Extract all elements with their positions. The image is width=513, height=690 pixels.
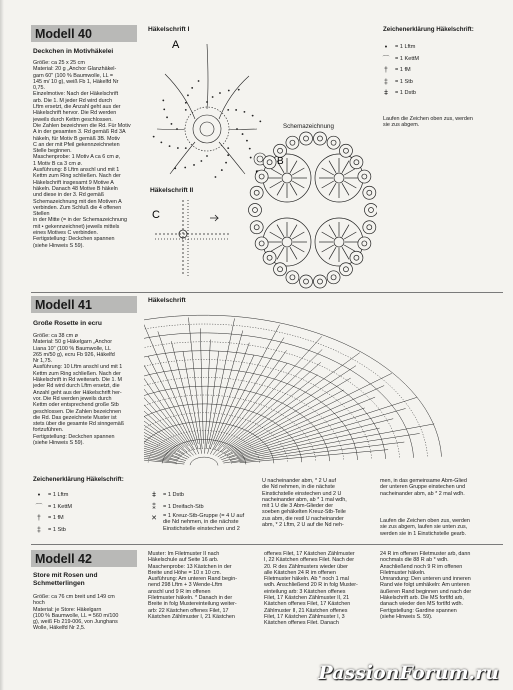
single-crochet-symbol-icon: † bbox=[384, 67, 388, 75]
chart-41-title: Häkelschrift bbox=[148, 297, 186, 304]
legend-41-item: = 1 Lftm bbox=[48, 492, 69, 499]
modell-42-title: Modell 42 bbox=[35, 551, 92, 566]
legend-41-item: = 1 Dreifach-Stb bbox=[163, 503, 204, 510]
chain-symbol-icon: • bbox=[384, 44, 388, 52]
chart-2-title: Häkelschrift II bbox=[150, 187, 194, 194]
modell-41-header bbox=[31, 296, 137, 313]
legend-41-col3: U nacheinander abm, * 2 U auf die Nd nehmen, in die nächste Einstichstelle einstechen und 2 U nacheinander abm, ab * 1 mal wdh, mit 1 U die 3 Abm-Glieder der soeben gehäkelten Kreuz-Stb-Teile zus abm, die restl U nacheinander abm, * 2 Lftm, 2 U auf die Nd neh- bbox=[262, 478, 347, 529]
divider bbox=[31, 544, 503, 545]
legend-40-item: = 1 Dstb bbox=[395, 90, 416, 97]
slip-stitch-symbol-icon: ⌒ bbox=[35, 503, 43, 511]
modell-42-header bbox=[31, 550, 137, 567]
triple-treble-symbol-icon: ⁑ bbox=[152, 503, 156, 511]
watermark: PassionForum.ru bbox=[318, 662, 499, 684]
legend-40 bbox=[380, 42, 419, 100]
legend-41-col1 bbox=[33, 490, 72, 536]
modell-40-title: Modell 40 bbox=[35, 26, 92, 41]
schema-title: Schemazeichnung bbox=[283, 123, 334, 130]
legend-40-item: = 1 Stb bbox=[395, 78, 413, 85]
legend-41-item: = 1 Stb bbox=[48, 526, 66, 533]
modell-41-subtitle: Große Rosette in ecru bbox=[33, 320, 102, 327]
schema-diagram bbox=[247, 130, 377, 295]
modell-42-subtitle: Store mit Rosen und Schmetterlingen bbox=[33, 572, 98, 587]
motif-b-label-2: B bbox=[277, 156, 284, 167]
slip-stitch-symbol-icon: ⌒ bbox=[382, 55, 390, 63]
treble-crochet-symbol-icon: ǂ bbox=[383, 90, 389, 98]
modell-42-pattern-col3: offenes Filet, 17 Kästchen Zählmuster I, 22 Kästchen offenes Filet. Nach der 20. R des Zählmusters wieder über alle Kästchen 24 R im offenen Filetmuster häkeln. Ab * noch 1 mal wdh. Anschließend 20 R in folg Muster- einteilung arb: 3 Kästchen offenes Filet, 17 Kästchen Zählmuster II, 21 Kästchen offenes Filet, 17 Kästchen Zählmuster II, 21 Kästchen offenes Filet, 17 Kästchen Zählmuster I, 3 Kästchen offenes Filet. Danach bbox=[264, 551, 358, 627]
legend-41-item: = 1 Dstb bbox=[163, 492, 184, 499]
legend-41-note: Laufen die Zeichen oben zus, werden sie zus abgem, laufen sie unten zus, werden sie in 1 Einstichstelle gearb. bbox=[380, 518, 470, 537]
double-crochet-symbol-icon: ‡ bbox=[384, 78, 388, 86]
double-crochet-symbol-icon: ‡ bbox=[37, 526, 41, 534]
modell-40-header bbox=[31, 25, 137, 42]
treble-crochet-symbol-icon: ǂ bbox=[151, 492, 157, 500]
modell-42-materials: Größe: ca 76 cm breit und 149 cm hoch Material: je Store: Häkelgarn (100 % Baumwolle, LL = 560 m/100 g), weiß Fb 219-006, von Junghans Wolle, Häkelfd Nr 2,5. bbox=[33, 594, 119, 632]
divider bbox=[31, 292, 503, 293]
modell-40-subtitle: Deckchen in Motivhäkelei bbox=[33, 48, 114, 55]
modell-42-pattern-col4: 24 R im offenen Filetmuster arb, dann nochmals die 88 R ab * wdh. Anschließend noch 9 R im offenen Filetmuster häkeln. Umrandung: Den unteren und inneren Rand wie folgt umhäkeln: Am unteren äußeren Rand beginnen und nach der Häkelschrift arb. Die MS fortlfd arb, danach wieder den MS fortlfd wdh. Fertigstellung: Gardine spannen (siehe Hinweis S. 59). bbox=[380, 551, 472, 620]
legend-41-item: = 1 KettM bbox=[48, 503, 73, 510]
modell-40-instructions: Größe: ca 25 x 25 cm Material: 20 g „Anchor Glanzhäkel- garn 60" (100 % Baumwolle, LL = 145 m/ 10 g), weiß Fb 1, Häkelfd Nr 0,75. Einzelmotive: Nach der Häkelschrift arb. Die 1. M jeder Rd wird durch Lftm ersetzt, die Anzahl geht aus der Häkelschrift hervor. Die Rd werden jeweils durch Kettm geschlossen. Die Zahlen bezeichnen die Rd. Für Motiv A in der gesamten 3. Rd gemäß Rd 3A häkeln, für Motiv B gemäß 3B. Motiv C an der mit Pfeil gekennzeichneten Stelle beginnen. Maschenprobe: 1 Motiv A ca 6 cm ø, 1 Motiv B ca 3 cm ø. Ausführung: 8 Lftm anschl und mit 1 Kettm zum Ring schließen. Nach der Häkelschrift insgesamt 9 Motive A häkeln. Danach 48 Motive B häkeln und diese in der 3. Rd gemäß Schemazeichnung mit den Motiven A verbinden. Zum Schluß die 4 offenen Stellen in der Mitte (= in der Schemazeichnung mit • gekennzeichnet) jeweils mittels eines Motives C verbinden. Fertigstellung: Deckchen spannen (siehe Hinweis S 59). bbox=[33, 60, 131, 249]
legend-40-item: = 1 KettM bbox=[395, 55, 420, 62]
modell-42-pattern-col2: Muster: Im Filetmuster II nach Häkelschule auf Seite 16 arb. Maschenprobe: 13 Kästchen in der Breite und Höhe = 10 x 10 cm. Ausführung: Am unteren Rand begin- nend 298 Lftm + 3 Wende-Lftm anschl und 9 R im offenen Filetmuster häkeln. * Danach in der Breite in folg Mustereinteilung weiter- arb: 22 Kästchen offenes Filet, 17 Kästchen Zählmuster I, 21 Kästchen bbox=[148, 551, 238, 620]
motif-c-label: C bbox=[152, 209, 160, 221]
legend-41-col2 bbox=[148, 490, 258, 532]
cross-stitch-group-symbol-icon: ✕ bbox=[151, 515, 157, 522]
crochet-chart-2-diagram bbox=[150, 196, 240, 282]
single-crochet-symbol-icon: † bbox=[37, 515, 41, 523]
modell-41-title: Modell 41 bbox=[35, 297, 92, 312]
legend-40-note: Laufen die Zeichen oben zus, werden sie zus abgem. bbox=[383, 116, 473, 129]
motif-a-label: A bbox=[172, 39, 180, 51]
chart-1-title: Häkelschrift I bbox=[148, 26, 190, 33]
legend-40-item: = 1 Lftm bbox=[395, 44, 416, 51]
legend-40-item: = 1 fM bbox=[395, 67, 411, 74]
modell-41-instructions: Größe: ca 38 cm ø Material: 50 g Häkelgarn „Anchor Liana 10" (100 % Baumwolle, LL 265 m/50 g), ecru Fb 926, Häkelfd Nr 1,75. Ausführung: 10 Lftm anschl und mit 1 Kettm zum Ring schließen. Nach der Häkelschrift in Rd weiterarb. Die 1. M jeder Rd wird durch Lftm ersetzt, die Anzahl geht aus der Häkelschrift her- vor. Die Rd werden jeweils durch Kettm oder entsprechend große Stb geschlossen. Die Zahlen bezeichnen die Rd. Das gezeichnete Muster ist stets über die gesamte Rd sinngemäß fortzuführen. Fertigstellung: Deckchen spannen (siehe Hinweis S 59). bbox=[33, 333, 125, 447]
rosette-crochet-chart bbox=[144, 306, 479, 478]
chain-symbol-icon: • bbox=[37, 492, 41, 500]
legend-41-title: Zeichenerklärung Häkelschrift: bbox=[33, 476, 124, 483]
legend-41-item: = 1 fM bbox=[48, 515, 64, 522]
legend-41-item: = 1 Kreuz-Stb-Gruppe (= 4 U auf die Nd nehmen, in die nächste Einstichstelle einstechen und 2 bbox=[163, 513, 245, 532]
legend-40-title: Zeichenerklärung Häkelschrift: bbox=[383, 26, 474, 33]
legend-41-col4: men, in das gemeinsame Abm-Glied der unteren Gruppe einstechen und nacheinander abm, ab * 2 mal wdh. bbox=[380, 478, 467, 497]
page-binding-shadow bbox=[0, 0, 4, 690]
